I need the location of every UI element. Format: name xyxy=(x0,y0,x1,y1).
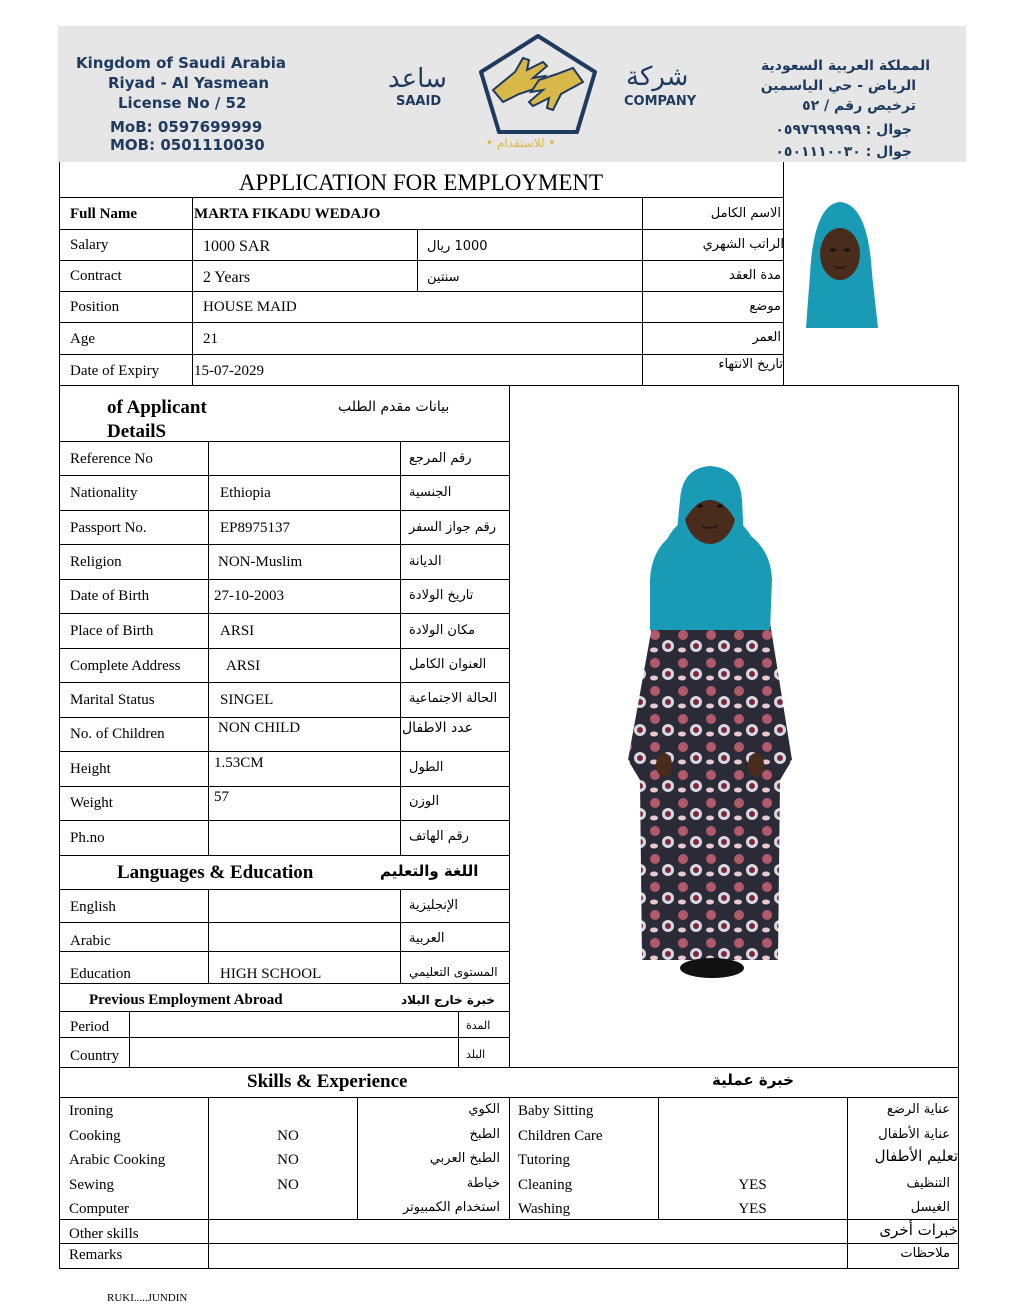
rule xyxy=(59,648,509,649)
weight-ar: الوزن xyxy=(409,794,440,809)
passport-value: EP8975137 xyxy=(220,520,291,536)
education-value: HIGH SCHOOL xyxy=(220,966,322,982)
reference-label: Reference No xyxy=(70,451,153,467)
rule xyxy=(417,229,418,291)
applicant-heading-ar: بيانات مقدم الطلب xyxy=(338,399,450,415)
header-line-address: Riyad - Al Yasmean xyxy=(108,74,270,92)
phone-ar: رقم الهاتف xyxy=(409,829,469,844)
period-ar: المدة xyxy=(466,1019,491,1032)
logo-left-en: SAAID xyxy=(396,94,442,109)
rule xyxy=(59,322,783,323)
rule xyxy=(59,717,509,718)
rule xyxy=(59,229,783,230)
height-ar: الطول xyxy=(409,760,444,775)
rule xyxy=(458,1011,459,1067)
nationality-label: Nationality xyxy=(70,485,138,501)
skills-heading-ar: خبرة عملية xyxy=(712,1071,794,1089)
header-ar-address: الرياض - حي الياسمين xyxy=(760,78,916,94)
cleaning-label: Cleaning xyxy=(518,1177,573,1193)
full-name-label: Full Name xyxy=(70,206,138,222)
age-value: 21 xyxy=(203,331,218,347)
dob-label: Date of Birth xyxy=(70,588,150,604)
rule xyxy=(400,889,401,983)
marital-value: SINGEL xyxy=(220,692,274,708)
header-ar-license: ترخيص رقم / ٥٢ xyxy=(802,98,916,114)
rule xyxy=(59,820,509,821)
dob-value: 27-10-2003 xyxy=(214,588,284,604)
rule xyxy=(59,1219,959,1220)
arabic-label: Arabic xyxy=(70,933,111,949)
sewing-value: NO xyxy=(277,1177,299,1193)
children-label: No. of Children xyxy=(70,726,165,742)
computer-ar: استخدام الكمبيوتر xyxy=(402,1200,500,1215)
rule xyxy=(59,951,509,952)
education-ar: المستوى التعليمي xyxy=(409,965,498,979)
rule xyxy=(847,1097,848,1268)
logo-right-en: COMPANY xyxy=(624,94,697,109)
height-label: Height xyxy=(70,761,111,777)
cooking-value: NO xyxy=(277,1128,299,1144)
country-label: Country xyxy=(70,1048,120,1064)
passport-ar: رقم جواز السفر xyxy=(409,520,496,535)
header-banner xyxy=(58,26,966,162)
position-value: HOUSE MAID xyxy=(203,299,297,315)
header-ar-mobile-1: جوال : ٠٥٩٧٦٩٩٩٩٩ xyxy=(775,122,912,138)
arabic-cooking-ar: الطبخ العربي xyxy=(429,1151,500,1166)
rule xyxy=(129,1011,130,1067)
rule xyxy=(59,1067,959,1068)
position-ar: موضع xyxy=(749,299,781,314)
headshot-photo xyxy=(792,196,888,328)
age-label: Age xyxy=(70,331,95,347)
rule xyxy=(59,786,509,787)
expiry-ar: تاريخ الانتهاء xyxy=(718,357,783,372)
age-ar: العمر xyxy=(752,330,781,345)
rule xyxy=(59,682,509,683)
address-label: Complete Address xyxy=(70,658,181,674)
remarks-label: Remarks xyxy=(69,1247,123,1263)
sewing-ar: خياطة xyxy=(466,1176,500,1191)
contract-ar: مدة العقد xyxy=(729,268,781,283)
logo-right-ar: شركة xyxy=(626,62,689,92)
rule xyxy=(192,197,193,385)
applicant-heading-2: DetailS xyxy=(107,421,167,442)
header-line-mobile-1: MoB: 0597699999 xyxy=(110,118,263,136)
phone-label: Ph.no xyxy=(70,830,105,846)
position-label: Position xyxy=(70,299,120,315)
skills-heading: Skills & Experience xyxy=(247,1071,408,1092)
rule xyxy=(59,544,509,545)
nationality-ar: الجنسية xyxy=(409,485,452,500)
rule xyxy=(59,260,783,261)
marital-ar: الحالة الاجتماعية xyxy=(409,691,498,706)
religion-value: NON-Muslim xyxy=(218,554,303,570)
logo-bottom-ar: • للاستقدام • xyxy=(486,136,556,150)
pob-ar: مكان الولادة xyxy=(409,623,476,638)
cooking-label: Cooking xyxy=(69,1128,121,1144)
pob-value: ARSI xyxy=(220,623,255,639)
rule xyxy=(509,1097,510,1219)
address-ar: العنوان الكامل xyxy=(409,657,487,672)
cooking-ar: الطبخ xyxy=(469,1127,500,1142)
rule xyxy=(59,475,509,476)
sewing-label: Sewing xyxy=(69,1177,114,1193)
footer-note: RUKI.....JUNDIN xyxy=(107,1292,188,1304)
rule xyxy=(59,354,783,355)
header-ar-mobile-2: جوال : ٠٥٠١١١٠٠٣٠ xyxy=(775,144,912,160)
tutoring-ar: تعليم الأطفال xyxy=(874,1147,958,1165)
dob-ar: تاريخ الولادة xyxy=(409,588,474,603)
washing-value: YES xyxy=(738,1201,767,1217)
rule xyxy=(59,855,509,856)
reference-ar: رقم المرجع xyxy=(409,451,472,466)
marital-label: Marital Status xyxy=(70,692,155,708)
header-line-mobile-2: MOB: 0501110030 xyxy=(110,136,265,154)
washing-ar: الغيسل xyxy=(910,1200,950,1215)
logo-left-ar: ساعد xyxy=(388,64,447,94)
religion-label: Religion xyxy=(70,554,122,570)
top-table-right-border xyxy=(783,162,784,386)
salary-value: 1000 SAR xyxy=(203,238,271,255)
english-ar: الإنجليزية xyxy=(409,898,459,913)
header-line-country: Kingdom of Saudi Arabia xyxy=(76,54,286,72)
rule xyxy=(59,922,509,923)
address-value: ARSI xyxy=(226,658,261,674)
children-value: NON CHILD xyxy=(218,720,301,736)
pob-label: Place of Birth xyxy=(70,623,154,639)
contract-label: Contract xyxy=(70,268,122,284)
expiry-label: Date of Expiry xyxy=(70,363,160,379)
header-line-license: License No / 52 xyxy=(118,94,247,112)
outer-left-border xyxy=(59,162,60,1268)
rule xyxy=(59,751,509,752)
rule xyxy=(59,1268,959,1269)
other-skills-label: Other skills xyxy=(69,1226,139,1242)
expiry-value: 15-07-2029 xyxy=(194,363,264,379)
period-label: Period xyxy=(70,1019,110,1035)
country-ar: البلد xyxy=(466,1048,486,1061)
children-care-label: Children Care xyxy=(518,1128,603,1144)
rule xyxy=(59,613,509,614)
rule xyxy=(509,385,510,1067)
full-body-photo xyxy=(620,460,800,990)
rule xyxy=(59,889,509,890)
ironing-ar: الكوي xyxy=(468,1102,500,1117)
languages-heading-ar: اللغة والتعليم xyxy=(380,862,479,880)
applicant-heading-1: of Applicant xyxy=(107,397,207,418)
height-value: 1.53CM xyxy=(214,755,264,771)
children-ar: عدد الاطفال xyxy=(402,720,473,736)
salary-value-ar: 1000 ريال xyxy=(427,239,488,254)
rule xyxy=(59,441,509,442)
religion-ar: الديانة xyxy=(409,554,442,569)
washing-label: Washing xyxy=(518,1201,571,1217)
other-skills-ar: خبرات أخرى xyxy=(879,1221,958,1239)
previous-heading: Previous Employment Abroad xyxy=(89,992,283,1008)
languages-heading: Languages & Education xyxy=(117,862,314,883)
rule xyxy=(958,385,959,1268)
arabic-cooking-value: NO xyxy=(277,1152,299,1168)
weight-value: 57 xyxy=(214,789,229,805)
tutoring-label: Tutoring xyxy=(518,1152,570,1168)
computer-label: Computer xyxy=(69,1201,129,1217)
header-ar-country: المملكة العربية السعودية xyxy=(761,58,930,74)
cleaning-value: YES xyxy=(738,1177,767,1193)
baby-sitting-ar: عناية الرضع xyxy=(886,1102,950,1117)
rule xyxy=(59,1011,509,1012)
salary-label: Salary xyxy=(70,237,109,253)
rule xyxy=(59,197,783,198)
contract-value-ar: سنتين xyxy=(427,270,460,285)
page-title: APPLICATION FOR EMPLOYMENT xyxy=(238,170,604,195)
full-name-value: MARTA FIKADU WEDAJO xyxy=(194,206,381,222)
arabic-ar: العربية xyxy=(409,931,445,946)
hands-logo-icon xyxy=(473,32,603,144)
ironing-label: Ironing xyxy=(69,1103,114,1119)
rule xyxy=(59,1243,959,1244)
rule xyxy=(642,197,643,385)
baby-sitting-label: Baby Sitting xyxy=(518,1103,594,1119)
nationality-value: Ethiopia xyxy=(220,485,271,501)
rule xyxy=(59,291,783,292)
rule xyxy=(59,579,509,580)
cleaning-ar: التنظيف xyxy=(906,1176,950,1191)
arabic-cooking-label: Arabic Cooking xyxy=(69,1152,166,1168)
education-label: Education xyxy=(70,966,131,982)
rule xyxy=(59,1037,509,1038)
full-name-ar: الاسم الكامل xyxy=(710,206,781,221)
rule xyxy=(59,510,509,511)
salary-ar: الراتب الشهري xyxy=(702,237,784,252)
passport-label: Passport No. xyxy=(70,520,147,536)
previous-heading-ar: خبرة خارج البلاد xyxy=(401,993,495,1007)
children-care-ar: عناية الأطفال xyxy=(878,1127,950,1142)
contract-value: 2 Years xyxy=(203,269,251,286)
remarks-ar: ملاحظات xyxy=(900,1246,950,1261)
rule xyxy=(208,889,209,983)
rule xyxy=(59,983,509,984)
english-label: English xyxy=(70,899,116,915)
weight-label: Weight xyxy=(70,795,113,811)
